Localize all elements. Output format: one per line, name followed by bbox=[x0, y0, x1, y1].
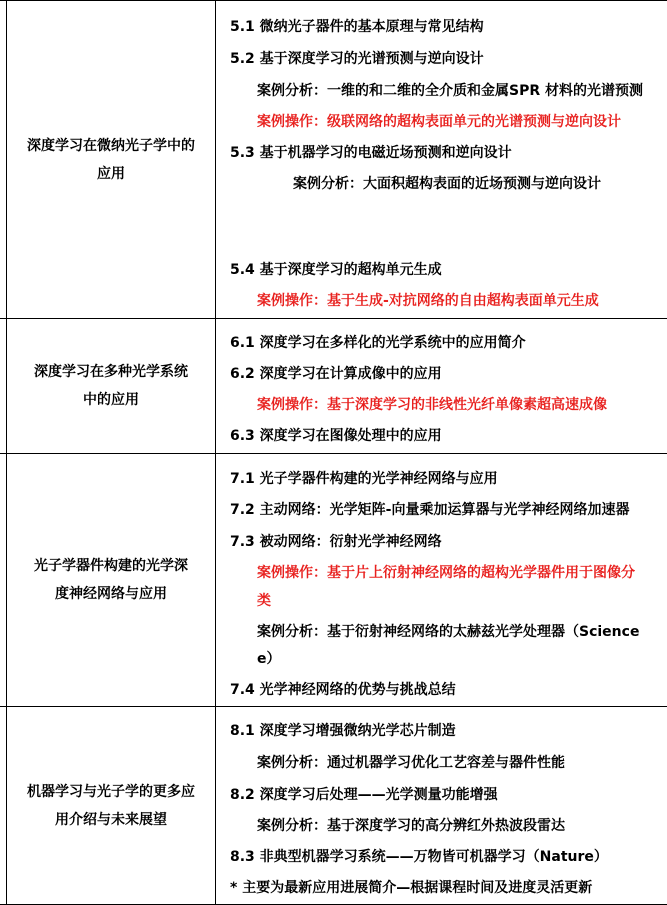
topic-label bbox=[16, 358, 206, 414]
topic-label bbox=[16, 132, 206, 188]
content-cell bbox=[216, 1, 667, 318]
section-line: 5.4 基于深度学习的超构单元生成 bbox=[230, 262, 442, 278]
topic-label-line: 深度学习在微纳光子学中的 bbox=[27, 137, 195, 154]
topic-label-line: 应用 bbox=[97, 165, 125, 182]
case-operation-line: 类 bbox=[257, 593, 271, 609]
table-row bbox=[0, 318, 667, 453]
topic-label-line: 光子学器件构建的光学深 bbox=[34, 558, 188, 574]
topic-label-line: 深度学习在多种光学系统 bbox=[34, 364, 188, 380]
section-line: 7.1 光子学器件构建的光学神经网络与应用 bbox=[230, 471, 498, 487]
table-row bbox=[0, 0, 667, 318]
section-line: 8.2 深度学习后处理——光学测量功能增强 bbox=[230, 787, 498, 803]
case-operation-line: 案例操作：基于片上衍射神经网络的超构光学器件用于图像分 bbox=[257, 565, 635, 581]
case-analysis-line: 案例分析：基于深度学习的高分辨红外热波段雷达 bbox=[257, 818, 565, 834]
table-row bbox=[0, 706, 667, 905]
topic-cell bbox=[6, 454, 216, 706]
section-line: 5.2 基于深度学习的光谱预测与逆向设计 bbox=[230, 51, 484, 67]
topic-cell bbox=[6, 319, 216, 453]
topic-label-line: 度神经网络与应用 bbox=[55, 586, 167, 602]
case-analysis-line: e） bbox=[257, 651, 281, 667]
section-line: 7.4 光学神经网络的优势与挑战总结 bbox=[230, 682, 456, 698]
topic-label bbox=[16, 778, 206, 834]
case-analysis-line: 案例分析：通过机器学习优化工艺容差与器件性能 bbox=[257, 755, 565, 771]
section-line: 5.3 基于机器学习的电磁近场预测和逆向设计 bbox=[230, 145, 512, 161]
content-cell bbox=[216, 454, 667, 706]
section-line: 7.3 被动网络：衍射光学神经网络 bbox=[230, 534, 442, 550]
case-analysis-line: 案例分析：一维的和二维的全介质和金属SPR 材料的光谱预测 bbox=[257, 83, 643, 99]
topic-cell bbox=[6, 1, 216, 318]
section-line: 7.2 主动网络：光学矩阵-向量乘加运算器与光学神经网络加速器 bbox=[230, 502, 630, 518]
section-line: 8.1 深度学习增强微纳光学芯片制造 bbox=[230, 723, 456, 739]
topic-cell bbox=[6, 707, 216, 904]
case-analysis-line: 案例分析：基于衍射神经网络的太赫兹光学处理器（Science bbox=[257, 624, 640, 640]
content-cell bbox=[216, 707, 667, 904]
topic-label-line: 用介绍与未来展望 bbox=[55, 811, 167, 828]
section-line: 6.1 深度学习在多样化的光学系统中的应用简介 bbox=[230, 335, 526, 351]
section-line: 5.1 微纳光子器件的基本原理与常见结构 bbox=[230, 19, 484, 35]
case-operation-line: 案例操作：基于深度学习的非线性光纤单像素超高速成像 bbox=[257, 397, 607, 413]
section-line: 6.2 深度学习在计算成像中的应用 bbox=[230, 366, 442, 382]
case-operation-line: 案例操作：级联网络的超构表面单元的光谱预测与逆向设计 bbox=[257, 114, 621, 130]
table-row bbox=[0, 453, 667, 706]
content-cell bbox=[216, 319, 667, 453]
case-analysis-line: 案例分析：大面积超构表面的近场预测与逆向设计 bbox=[293, 176, 601, 192]
section-line: 8.3 非典型机器学习系统——万物皆可机器学习（Nature） bbox=[230, 849, 608, 865]
topic-label bbox=[16, 552, 206, 608]
section-line: 6.3 深度学习在图像处理中的应用 bbox=[230, 428, 442, 444]
note-line: * 主要为最新应用进展简介—根据课程时间及进度灵活更新 bbox=[230, 880, 593, 896]
topic-label-line: 中的应用 bbox=[83, 392, 139, 408]
topic-label-line: 机器学习与光子学的更多应 bbox=[27, 783, 195, 800]
case-operation-line: 案例操作：基于生成-对抗网络的自由超构表面单元生成 bbox=[257, 293, 599, 309]
